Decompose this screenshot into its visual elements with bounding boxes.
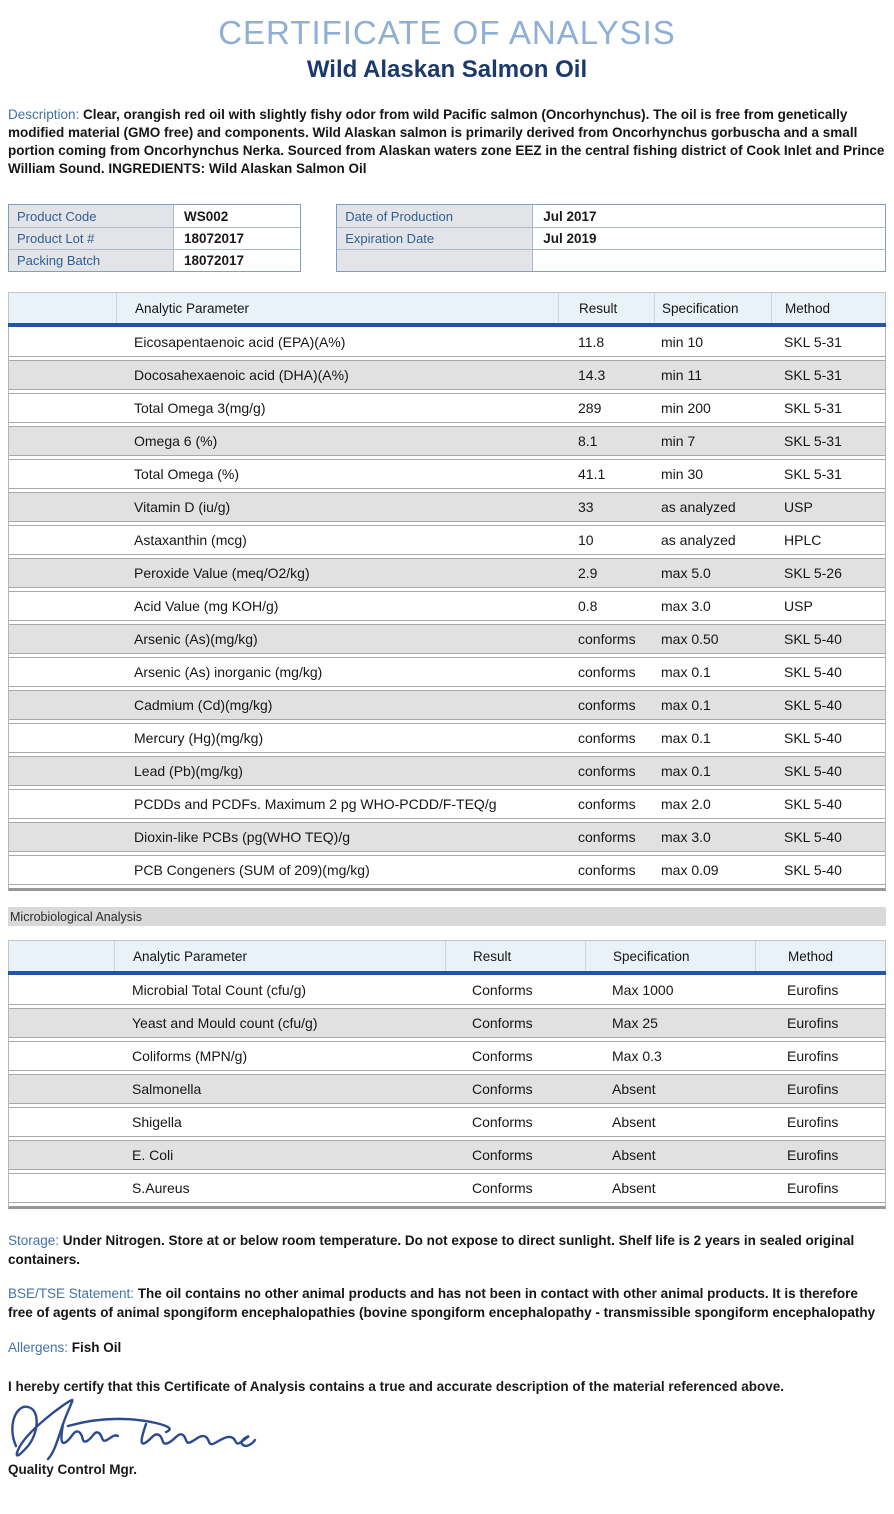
packing-batch-value: 18072017 [174,250,300,271]
param-cell: PCB Congeners (SUM of 209)(mg/kg) [134,862,370,878]
result-cell: 289 [578,400,602,416]
micro-table-body [8,975,886,1209]
table-row [9,1107,885,1137]
product-title: Wild Alaskan Salmon Oil [306,56,588,83]
result-cell: Conforms [472,1147,533,1163]
table-row [9,723,885,753]
table-row [9,855,885,885]
method-cell: SKL 5-40 [784,763,842,779]
col-result: Result [445,941,585,971]
result-cell: conforms [578,796,636,812]
param-cell: Cadmium (Cd)(mg/kg) [134,697,273,713]
empty-value [533,250,885,271]
table-row [9,327,885,357]
result-cell: 11.8 [578,333,605,350]
result-cell: Conforms [472,1180,533,1196]
param-cell: Omega 6 (%) [134,433,218,449]
table-row [9,690,885,720]
param-cell: Total Omega 3(mg/g) [134,400,266,416]
result-cell: conforms [578,730,636,746]
table-row [9,393,885,423]
param-cell: PCDDs and PCDFs. Maximum 2 pg WHO-PCDD/F-TEQ/g [134,796,497,812]
spec-cell: max 0.1 [661,664,711,680]
microbiological-section-bar [8,907,886,926]
microbiological-section-label: Microbiological Analysis [10,909,143,924]
table-row [9,756,885,786]
table-row [9,426,885,456]
packing-batch-label: Packing Batch [9,250,174,271]
table-row [9,1008,885,1038]
result-cell: conforms [578,829,636,845]
bse-tse-label: BSE/TSE Statement: [8,1286,135,1301]
spec-cell: Absent [612,1081,656,1097]
param-cell: S.Aureus [132,1180,190,1196]
param-cell: Coliforms (MPN/g) [132,1048,248,1064]
result-cell: 33 [578,499,594,515]
certification-statement: I hereby certify that this Certificate of Analysis contains a true and accurate description of the material referenced above. [8,1379,784,1394]
table-row [337,249,885,271]
param-cell: Lead (Pb)(mg/kg) [134,763,243,779]
table-row [9,1074,885,1104]
table-row [9,822,885,852]
spec-cell: max 5.0 [661,565,711,581]
spec-cell: as analyzed [661,499,736,515]
result-cell: 10 [578,532,594,548]
table-row [9,657,885,687]
param-cell: Eicosapentaenoic acid (EPA)(A%) [134,333,346,350]
param-cell: Vitamin D (iu/g) [134,499,231,515]
result-cell: conforms [578,763,636,779]
result-cell: 0.8 [578,598,598,614]
table-row [9,975,885,1005]
bse-tse-statement [8,1284,886,1322]
result-cell: 41.1 [578,466,606,482]
storage-label: Storage: [8,1233,60,1248]
spec-cell: max 0.50 [661,631,719,647]
method-cell: Eurofins [787,981,839,998]
result-cell: conforms [578,862,636,878]
param-cell: Peroxide Value (meq/O2/kg) [134,565,310,581]
micro-table-header [8,940,886,971]
signature-ink-icon [8,1396,258,1462]
storage-statement [8,1231,886,1269]
col-result: Result [558,293,654,323]
param-cell: Dioxin-like PCBs (pg(WHO TEQ)/g [134,829,351,845]
signature [8,1396,886,1462]
spec-cell: max 0.1 [661,697,711,713]
table-row [9,360,885,390]
method-cell: Eurofins [787,1180,839,1196]
empty-header-cell [9,293,116,323]
table-row [337,227,885,249]
result-cell: Conforms [472,1081,533,1097]
expiration-date-label: Expiration Date [337,228,533,249]
spec-cell: Max 0.3 [612,1048,662,1064]
col-analytic-parameter: Analytic Parameter [116,293,558,323]
table-row [9,624,885,654]
method-cell: SKL 5-40 [784,697,842,713]
spec-cell: Max 1000 [612,981,674,998]
method-cell: SKL 5-40 [784,664,842,680]
spec-cell: min 10 [661,333,704,350]
param-cell: Arsenic (As)(mg/kg) [134,631,258,647]
result-cell: Conforms [472,1114,533,1130]
table-row [9,1173,885,1203]
spec-cell: min 30 [661,466,704,482]
product-code-value: WS002 [174,205,300,227]
table-row [9,205,300,227]
bse-tse-text: The oil contains no other animal products and has not been in contact with other animal products. It is therefore free of agents of animal spongiform encephalopathies (bovine spongiform encephalopathy - transmissible spongiform encephalopathy [8,1286,876,1320]
spec-cell: min 11 [661,367,702,383]
spec-cell: max 0.09 [661,862,719,878]
micro-table [8,940,886,1209]
method-cell: Eurofins [787,1048,839,1064]
param-cell: Acid Value (mg KOH/g) [134,598,279,614]
result-cell: 2.9 [578,565,598,581]
method-cell: SKL 5-31 [784,333,842,350]
empty-label [337,250,533,271]
product-code-table [8,204,301,272]
method-cell: SKL 5-31 [784,433,842,449]
param-cell: Arsenic (As) inorganic (mg/kg) [134,664,323,680]
spec-cell: max 3.0 [661,829,711,845]
spec-cell: min 200 [661,400,711,416]
method-cell: USP [784,598,813,614]
analysis-table-body [8,327,886,891]
description-label: Description: [8,107,80,122]
method-cell: USP [784,499,813,515]
result-cell: Conforms [472,1048,533,1064]
signer-role: Quality Control Mgr. [8,1462,138,1477]
method-cell: Eurofins [787,1147,839,1163]
product-info-section [8,204,886,272]
table-row [337,205,885,227]
spec-cell: max 0.1 [661,730,711,746]
spec-cell: max 2.0 [661,796,711,812]
result-cell: conforms [578,664,636,680]
description-text: Clear, orangish red oil with slightly fishy odor from wild Pacific salmon (Oncorhynchus). The oil is free from genetically modified material (GMO free) and components. Wild Alaskan salmon is primarily derived from Oncorhynchus gorbuscha and a small portion coming from Oncorhynchus Nerka. Sourced from Alaskan waters zone EEZ in the central fishing district of Cook Inlet and Prince William Sound. INGREDIENTS: Wild Alaskan Salmon Oil [8,107,885,176]
col-method: Method [755,941,885,971]
product-lot-value: 18072017 [174,228,300,249]
method-cell: Eurofins [787,1114,839,1130]
method-cell: SKL 5-26 [784,565,842,581]
spec-cell: Max 25 [612,1015,658,1031]
col-method: Method [771,293,885,323]
table-row [9,459,885,489]
production-date-label: Date of Production [337,205,533,227]
result-cell: Conforms [472,1015,533,1031]
param-cell: Shigella [132,1114,182,1130]
method-cell: SKL 5-40 [784,730,842,746]
param-cell: Total Omega (%) [134,466,240,482]
method-cell: Eurofins [787,1081,839,1097]
storage-text: Under Nitrogen. Store at or below room temperature. Do not expose to direct sunlight. Shelf life is 2 years in sealed original containers. [8,1233,855,1267]
method-cell: SKL 5-31 [784,466,842,482]
result-cell: 8.1 [578,433,598,449]
method-cell: HPLC [784,532,822,548]
analysis-table-header [8,292,886,323]
method-cell: SKL 5-31 [784,367,842,383]
spec-cell: Absent [612,1147,656,1163]
table-row [9,525,885,555]
allergens-statement [8,1338,886,1357]
expiration-date-value: Jul 2019 [533,228,885,249]
result-cell: 14.3 [578,367,606,383]
spec-cell: Absent [612,1180,656,1196]
analysis-table [8,292,886,891]
param-cell: Mercury (Hg)(mg/kg) [134,730,264,746]
col-specification: Specification [585,941,755,971]
allergens-label: Allergens: [8,1340,69,1355]
result-cell: Conforms [472,981,533,998]
table-row [9,1140,885,1170]
param-cell: Docosahexaenoic acid (DHA)(A%) [134,367,349,383]
allergens-text: Fish Oil [68,1340,122,1355]
production-date-value: Jul 2017 [533,205,885,227]
param-cell: E. Coli [132,1147,174,1163]
method-cell: SKL 5-31 [784,400,842,416]
certificate-page [0,14,894,1477]
method-cell: SKL 5-40 [784,631,842,647]
table-row [9,558,885,588]
dates-table [336,204,886,272]
product-lot-label: Product Lot # [9,228,174,249]
spec-cell: max 3.0 [661,598,711,614]
description-paragraph [8,106,886,178]
product-code-label: Product Code [9,205,174,227]
spec-cell: as analyzed [661,532,736,548]
col-specification: Specification [654,293,771,323]
table-row [9,492,885,522]
page-title: CERTIFICATE OF ANALYSIS [218,14,676,51]
param-cell: Yeast and Mould count (cfu/g) [132,1015,318,1031]
spec-cell: max 0.1 [661,763,711,779]
method-cell: SKL 5-40 [784,796,842,812]
table-row [9,591,885,621]
empty-header-cell [9,941,114,971]
param-cell: Microbial Total Count (cfu/g) [132,981,307,998]
param-cell: Salmonella [132,1081,202,1097]
spec-cell: Absent [612,1114,656,1130]
param-cell: Astaxanthin (mcg) [134,532,247,548]
table-row [9,1041,885,1071]
method-cell: Eurofins [787,1015,839,1031]
result-cell: conforms [578,631,636,647]
spec-cell: min 7 [661,433,696,449]
col-analytic-parameter: Analytic Parameter [114,941,445,971]
method-cell: SKL 5-40 [784,829,842,845]
method-cell: SKL 5-40 [784,862,842,878]
table-row [9,249,300,271]
result-cell: conforms [578,697,636,713]
table-row [9,789,885,819]
table-row [9,227,300,249]
